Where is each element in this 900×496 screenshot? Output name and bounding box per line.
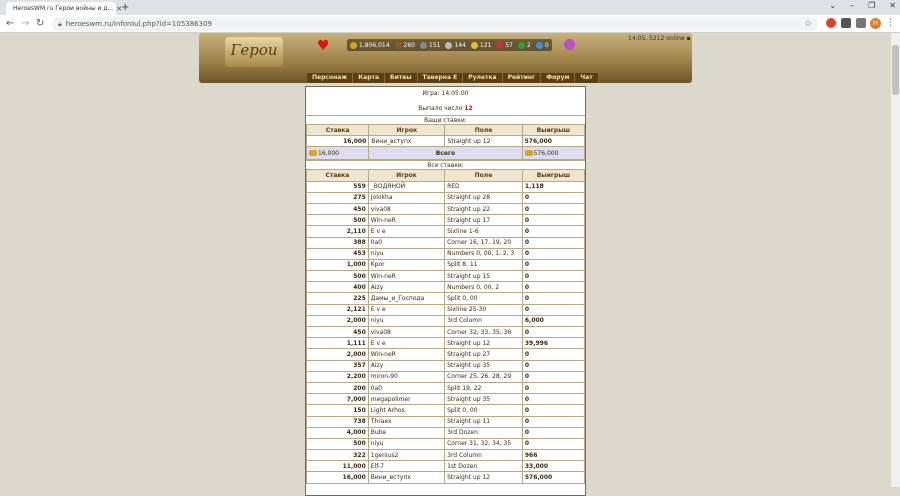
wood-icon <box>395 42 402 49</box>
browser-tab[interactable] <box>6 2 123 15</box>
player-cell[interactable]: megapolimer <box>368 394 444 405</box>
column-header: Выигрыш <box>522 170 584 181</box>
field-cell: Straight up 35 <box>445 394 523 405</box>
win-cell: 966 <box>522 450 584 461</box>
all-bets-title: Все ставки: <box>306 160 585 169</box>
win-cell: 0 <box>522 192 584 203</box>
field-cell: Split 0, 00 <box>445 293 523 304</box>
resource-value: 0 <box>544 41 549 49</box>
resource-value: 2 <box>527 41 531 49</box>
ore-icon <box>420 42 427 49</box>
table-row <box>307 349 585 360</box>
scrollbar-thumb[interactable] <box>892 45 899 95</box>
win-cell: 0 <box>522 416 584 427</box>
player-cell[interactable]: Win-neR <box>368 349 444 360</box>
player-cell[interactable]: E v e <box>368 338 444 349</box>
player-cell[interactable]: miron-90 <box>368 371 444 382</box>
maximize-icon[interactable]: ❐ <box>868 1 876 10</box>
gold-icon <box>309 150 317 156</box>
table-row <box>307 472 585 483</box>
close-tab-icon[interactable]: ✕ <box>116 4 123 13</box>
win-cell: 0 <box>522 427 584 438</box>
field-cell: Straight up 35 <box>445 360 523 371</box>
field-cell: Corner 25, 26, 28, 29 <box>445 371 523 382</box>
column-header: Игрок <box>369 125 445 136</box>
table-row <box>307 405 585 416</box>
field-cell: Split 8, 11 <box>445 259 523 270</box>
column-header: Ставка <box>307 170 369 181</box>
column-header: Ставка <box>307 125 369 136</box>
tab-title: HeroesWM.ru Герои войны и д... <box>13 5 114 12</box>
table-row <box>307 136 585 147</box>
game-header <box>199 33 692 83</box>
table-row <box>307 371 585 382</box>
field-cell: Straight up 12 <box>445 472 523 483</box>
profile-avatar[interactable]: M <box>870 18 881 29</box>
table-row <box>307 438 585 449</box>
field-cell: Straight up 17 <box>445 215 523 226</box>
player-cell[interactable]: Bube <box>368 427 444 438</box>
stake-cell: 322 <box>307 450 369 461</box>
all-bets-table <box>306 169 585 483</box>
field-cell: Numbers 0, 00, 1, 2, 3 <box>445 248 523 259</box>
stake-cell: 500 <box>307 215 369 226</box>
table-row <box>307 394 585 405</box>
field-cell: Straight up 15 <box>445 271 523 282</box>
stake-cell: 16,000 <box>307 472 369 483</box>
stake-cell: 1,000 <box>307 259 369 270</box>
stake-cell: 2,110 <box>307 226 369 237</box>
total-label: Всего <box>369 147 522 160</box>
win-cell: 0 <box>522 371 584 382</box>
table-row <box>307 215 585 226</box>
field-cell: 1st Dozen <box>445 461 523 472</box>
win-cell: 0 <box>522 237 584 248</box>
scrollbar[interactable] <box>891 33 900 487</box>
browser-tabbar <box>0 0 900 15</box>
crystal-icon <box>496 42 503 49</box>
media-icon[interactable] <box>856 18 866 28</box>
field-cell: Split 19, 22 <box>445 382 523 393</box>
heart-icon: ♥ <box>317 38 330 54</box>
resources-bar <box>347 39 552 51</box>
player-cell[interactable]: _ВОДЯНОЙ <box>368 181 444 192</box>
game-logo[interactable]: Герои <box>225 37 283 67</box>
stake-cell: 11,000 <box>307 461 369 472</box>
field-cell: Straight up 22 <box>445 203 523 214</box>
field-cell: Straight up 12 <box>445 136 522 147</box>
field-cell: 3rd Column <box>445 450 523 461</box>
bookmark-star-icon[interactable]: ☆ <box>803 19 812 29</box>
table-row <box>307 427 585 438</box>
resource-value: 151 <box>429 41 441 49</box>
total-win-cell <box>522 147 584 160</box>
field-cell: RED <box>445 181 523 192</box>
player-cell[interactable]: 0a0 <box>368 237 444 248</box>
win-cell: 0 <box>522 382 584 393</box>
player-cell[interactable]: Win-neR <box>368 271 444 282</box>
player-cell[interactable]: viva08 <box>368 327 444 338</box>
win-cell: 6,000 <box>522 315 584 326</box>
player-cell[interactable]: niyu <box>368 315 444 326</box>
table-row <box>307 293 585 304</box>
win-cell: 0 <box>522 282 584 293</box>
stake-cell: 1,111 <box>307 338 369 349</box>
stake-cell: 2,000 <box>307 315 369 326</box>
resource-item <box>350 42 390 49</box>
stake-cell: 225 <box>307 293 369 304</box>
win-cell: 33,000 <box>522 461 584 472</box>
mana-potion-icon <box>564 39 575 50</box>
nav-link[interactable]: Чат <box>575 73 598 83</box>
stake-cell: 150 <box>307 405 369 416</box>
nav-link[interactable]: Форум <box>541 73 575 83</box>
lock-icon[interactable]: 🔒︎ <box>58 19 62 28</box>
game-time: Игра: 14:05:00 <box>422 90 469 97</box>
your-bets-table <box>306 124 585 160</box>
table-row <box>307 226 585 237</box>
field-cell: Corner 16, 17, 19, 20 <box>445 237 523 248</box>
win-cell: 0 <box>522 304 584 315</box>
stake-cell: 200 <box>307 382 369 393</box>
field-cell: Straight up 28 <box>445 192 523 203</box>
player-cell[interactable]: E v e <box>368 304 444 315</box>
total-win: 576,000 <box>533 149 559 157</box>
gold-icon <box>350 42 357 49</box>
win-cell: 0 <box>522 360 584 371</box>
table-row <box>307 192 585 203</box>
minimize-icon[interactable]: – <box>850 1 855 10</box>
field-cell: 3rd Dozen <box>445 427 523 438</box>
nav-link[interactable]: Таверна E <box>418 73 464 83</box>
menu-icon[interactable]: ⋮ <box>886 18 895 28</box>
player-cell[interactable]: Elf-7 <box>368 461 444 472</box>
table-row <box>307 315 585 326</box>
forward-icon[interactable]: → <box>21 18 30 29</box>
field-cell: Straight up 27 <box>445 349 523 360</box>
table-row <box>307 304 585 315</box>
field-cell: Corner 31, 32, 34, 35 <box>445 438 523 449</box>
win-cell: 0 <box>522 215 584 226</box>
field-cell: Straight up 12 <box>445 338 523 349</box>
drop-number: 12 <box>464 105 473 112</box>
player-cell[interactable]: Aizy <box>368 282 444 293</box>
player-cell[interactable]: Kpor <box>368 259 444 270</box>
table-row <box>307 461 585 472</box>
url-text[interactable]: heroeswm.ru/inforoul.php?id=105386309 <box>65 20 212 28</box>
win-cell: 0 <box>522 394 584 405</box>
player-cell[interactable]: Вини_вступх <box>369 136 445 147</box>
stake-cell: 450 <box>307 203 369 214</box>
stake-cell: 559 <box>307 181 369 192</box>
nav-link[interactable]: Рейтинг <box>503 73 542 83</box>
win-cell: 0 <box>522 203 584 214</box>
resource-item <box>536 42 549 49</box>
monitor-icon: ▪ <box>686 35 691 42</box>
extension-icon[interactable] <box>826 18 836 28</box>
reload-icon[interactable]: ↻ <box>36 18 45 29</box>
resource-item <box>420 42 440 49</box>
back-icon[interactable]: ← <box>6 18 15 29</box>
stake-cell: 357 <box>307 360 369 371</box>
nav-link[interactable]: Карта <box>353 73 385 83</box>
win-cell: 0 <box>522 259 584 270</box>
stake-cell: 2,121 <box>307 304 369 315</box>
field-cell: Corner 32, 33, 35, 36 <box>445 327 523 338</box>
player-cell[interactable]: Thraex <box>368 416 444 427</box>
stake-cell: 275 <box>307 192 369 203</box>
total-row <box>307 147 585 160</box>
win-cell: 0 <box>522 293 584 304</box>
resource-item <box>518 42 531 49</box>
stake-cell: 453 <box>307 248 369 259</box>
win-cell: 0 <box>522 271 584 282</box>
gems-icon <box>518 42 525 49</box>
win-cell: 0 <box>522 327 584 338</box>
win-cell: 0 <box>522 248 584 259</box>
player-cell[interactable]: E v e <box>368 226 444 237</box>
player-cell[interactable]: Дамы_и_Господа <box>368 293 444 304</box>
stake-cell: 2,200 <box>307 371 369 382</box>
roulette-result-panel <box>305 86 586 496</box>
mercury-icon <box>445 42 452 49</box>
table-row <box>307 259 585 270</box>
diamond-icon <box>536 42 543 49</box>
page-content <box>0 33 891 487</box>
table-row <box>307 382 585 393</box>
stake-cell: 2,000 <box>307 349 369 360</box>
resource-item <box>395 42 415 49</box>
stake-cell: 400 <box>307 282 369 293</box>
resource-value: 144 <box>454 41 466 49</box>
stake-cell: 16,000 <box>307 136 369 147</box>
stake-cell: 7,000 <box>307 394 369 405</box>
field-cell: Sixline 1-6 <box>445 226 523 237</box>
nav-link[interactable]: Рулетка <box>463 73 502 83</box>
table-row <box>307 327 585 338</box>
column-header: Игрок <box>368 170 444 181</box>
table-row <box>307 248 585 259</box>
column-header: Выигрыш <box>522 125 584 136</box>
table-row <box>307 338 585 349</box>
table-row <box>307 416 585 427</box>
table-row <box>307 360 585 371</box>
resource-value: 1,806,014 <box>359 41 390 49</box>
resource-item <box>471 42 491 49</box>
win-cell: 0 <box>522 349 584 360</box>
win-cell: 1,118 <box>522 181 584 192</box>
player-cell[interactable]: Light Arhos <box>368 405 444 416</box>
close-window-icon[interactable]: ✕ <box>889 1 896 10</box>
field-cell: Sixline 25-30 <box>445 304 523 315</box>
address-bar[interactable] <box>52 17 818 31</box>
stake-cell: 388 <box>307 237 369 248</box>
player-cell[interactable]: Win-neR <box>368 215 444 226</box>
field-cell: Split 0, 00 <box>445 405 523 416</box>
player-cell[interactable]: Вини_вступх <box>368 472 444 483</box>
resource-value: 57 <box>505 41 513 49</box>
player-cell[interactable]: 1genius2 <box>368 450 444 461</box>
column-header: Поле <box>445 125 522 136</box>
table-row <box>307 271 585 282</box>
stake-cell: 500 <box>307 271 369 282</box>
field-cell: Numbers 0, 00, 2 <box>445 282 523 293</box>
player-cell[interactable]: niyu <box>368 248 444 259</box>
stake-cell: 738 <box>307 416 369 427</box>
time-online: 14:05, 5212 online ▪ <box>628 35 691 42</box>
field-cell: 3rd Column <box>445 315 523 326</box>
win-cell: 576,000 <box>522 136 584 147</box>
table-row <box>307 203 585 214</box>
player-cell[interactable]: 0a0 <box>368 382 444 393</box>
resource-item <box>445 42 465 49</box>
chevron-down-icon[interactable]: ⌄ <box>829 1 837 10</box>
total-stake-cell <box>307 147 369 160</box>
win-cell: 576,000 <box>522 472 584 483</box>
main-nav <box>307 73 599 83</box>
browser-toolbar <box>0 15 900 33</box>
stake-cell: 4,000 <box>307 427 369 438</box>
stake-cell: 500 <box>307 438 369 449</box>
player-cell[interactable]: viva08 <box>368 203 444 214</box>
your-bets-title: Ваши ставки: <box>306 115 585 124</box>
win-cell: 39,996 <box>522 338 584 349</box>
resource-value: 121 <box>479 41 492 49</box>
player-cell[interactable]: Jolokha <box>368 192 444 203</box>
table-row <box>307 450 585 461</box>
field-cell: Straight up 11 <box>445 416 523 427</box>
total-stake: 16,000 <box>318 149 339 157</box>
player-cell[interactable]: niyu <box>368 438 444 449</box>
player-cell[interactable]: Aizy <box>368 360 444 371</box>
nav-link[interactable]: Персонаж <box>307 73 353 83</box>
window-controls <box>829 1 896 10</box>
win-cell: 0 <box>522 438 584 449</box>
stake-cell: 450 <box>307 327 369 338</box>
new-tab-icon[interactable]: + <box>121 2 130 13</box>
gold-icon <box>525 150 533 156</box>
column-header: Поле <box>445 170 523 181</box>
win-cell: 0 <box>522 405 584 416</box>
resource-value: 260 <box>403 41 415 49</box>
table-row <box>307 181 585 192</box>
nav-link[interactable]: Битвы <box>385 73 417 83</box>
table-row <box>307 237 585 248</box>
win-cell: 0 <box>522 226 584 237</box>
table-row <box>307 282 585 293</box>
drop-result: Выпало число 12 <box>418 105 473 112</box>
sulfur-icon <box>471 42 478 49</box>
puzzle-icon[interactable] <box>841 18 851 28</box>
resource-item <box>496 42 513 49</box>
